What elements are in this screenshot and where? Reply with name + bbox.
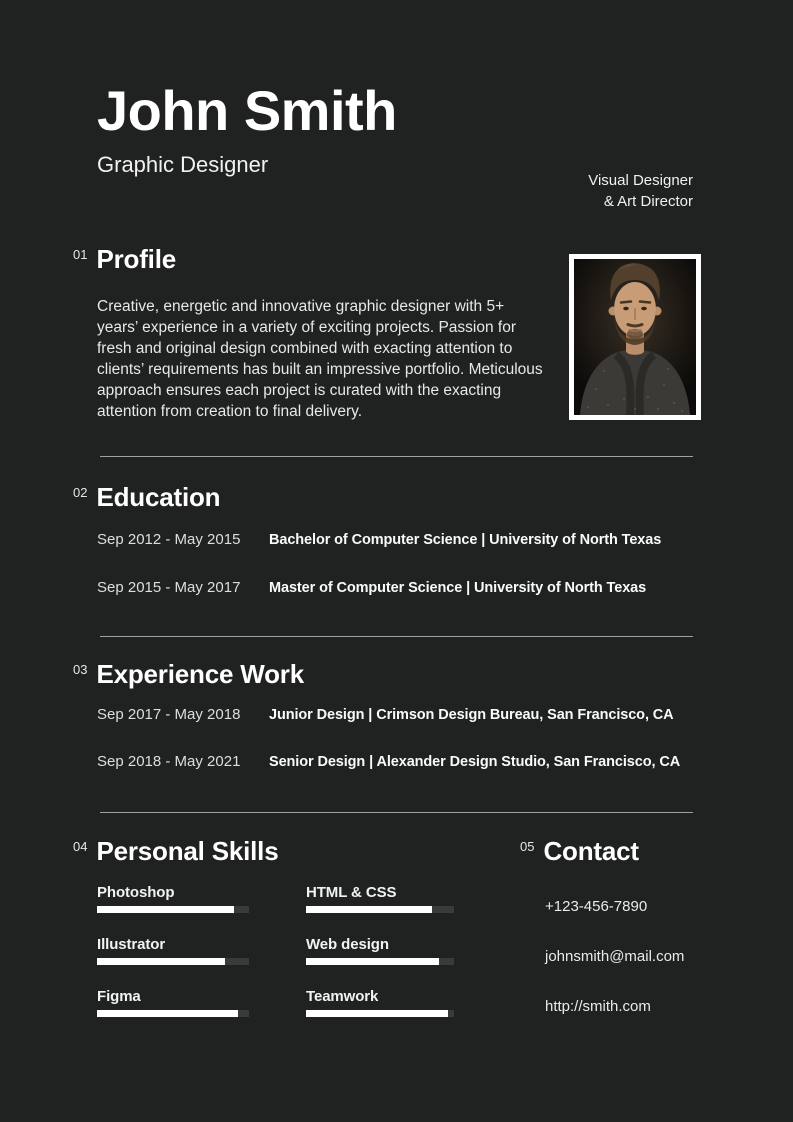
- experience-description: Senior Design | Alexander Design Studio, San Francisco, CA: [269, 754, 681, 770]
- education-item: [97, 579, 646, 596]
- skills-column-right: [306, 884, 454, 1040]
- skill-bar-track: [97, 906, 249, 913]
- education-dates: Sep 2012 - May 2015: [97, 531, 241, 548]
- education-description: Bachelor of Computer Science | University of North Texas: [269, 532, 662, 548]
- experience-item: [97, 753, 680, 770]
- divider: [100, 812, 693, 813]
- job-title: Graphic Designer: [97, 152, 269, 177]
- skill-bar-track: [97, 958, 249, 965]
- skill-teamwork: [306, 988, 454, 1017]
- skill-bar-fill: [306, 1010, 448, 1017]
- section-number-contact: 05: [520, 839, 535, 854]
- skill-bar-fill: [306, 906, 432, 913]
- section-number-profile: 01: [73, 247, 88, 262]
- contact-website[interactable]: http://smith.com: [545, 998, 651, 1015]
- skill-bar-track: [306, 958, 454, 965]
- skill-web-design: [306, 936, 454, 965]
- section-header-skills: [73, 837, 278, 865]
- contact-email[interactable]: johnsmith@mail.com: [545, 948, 685, 965]
- person-name: John Smith: [97, 79, 397, 142]
- section-title-experience: Experience Work: [96, 659, 304, 689]
- skill-label: Photoshop: [97, 884, 175, 901]
- section-title-profile: Profile: [96, 244, 176, 274]
- skill-label: Teamwork: [306, 988, 379, 1005]
- skill-bar-track: [97, 1010, 249, 1017]
- section-number-skills: 04: [73, 839, 88, 854]
- skills-column-left: [97, 884, 249, 1040]
- section-header-experience: [73, 660, 304, 688]
- education-dates: Sep 2015 - May 2017: [97, 579, 241, 596]
- skill-label: HTML & CSS: [306, 884, 397, 901]
- experience-dates: Sep 2018 - May 2021: [97, 753, 241, 770]
- tagline: [588, 170, 693, 212]
- contact-list: [545, 898, 684, 1048]
- skill-bar-fill: [97, 1010, 238, 1017]
- contact-phone[interactable]: +123-456-7890: [545, 898, 648, 915]
- education-item: [97, 531, 661, 548]
- skill-bar-track: [306, 1010, 454, 1017]
- section-title-skills: Personal Skills: [96, 836, 279, 866]
- skill-label: Illustrator: [97, 936, 166, 953]
- skill-label: Figma: [97, 988, 141, 1005]
- section-number-education: 02: [73, 485, 88, 500]
- skill-html-css: [306, 884, 454, 913]
- divider: [100, 636, 693, 637]
- skill-bar-fill: [306, 958, 439, 965]
- experience-description: Junior Design | Crimson Design Bureau, San Francisco, CA: [269, 707, 674, 723]
- section-title-contact: Contact: [543, 836, 639, 866]
- skill-bar-track: [306, 906, 454, 913]
- skill-bar-fill: [97, 958, 225, 965]
- tagline-line1: Visual Designer: [588, 172, 693, 189]
- skill-bar-fill: [97, 906, 234, 913]
- divider: [100, 456, 693, 457]
- section-header-profile: [73, 245, 176, 273]
- education-description: Master of Computer Science | University of North Texas: [269, 580, 647, 596]
- experience-item: [97, 706, 674, 723]
- section-number-experience: 03: [73, 662, 88, 677]
- section-title-education: Education: [96, 482, 221, 512]
- profile-summary: Creative, energetic and innovative graphic designer with 5+ years’ experience in a variety of exciting projects. Passion for fresh and original design combined with exacting attention to clients’ requirements has built an impressive portfolio. Meticulous approach ensures each project is curated with the exacting attention from creation to final delivery.: [97, 298, 543, 420]
- portrait-photo: [569, 254, 701, 420]
- section-header-contact: [520, 837, 639, 865]
- portrait-photo-illustration: [574, 259, 696, 415]
- tagline-line2: & Art Director: [603, 193, 693, 210]
- skill-illustrator: [97, 936, 249, 965]
- skill-label: Web design: [306, 936, 389, 953]
- section-header-education: [73, 483, 220, 511]
- skill-figma: [97, 988, 249, 1017]
- experience-dates: Sep 2017 - May 2018: [97, 706, 241, 723]
- skill-photoshop: [97, 884, 249, 913]
